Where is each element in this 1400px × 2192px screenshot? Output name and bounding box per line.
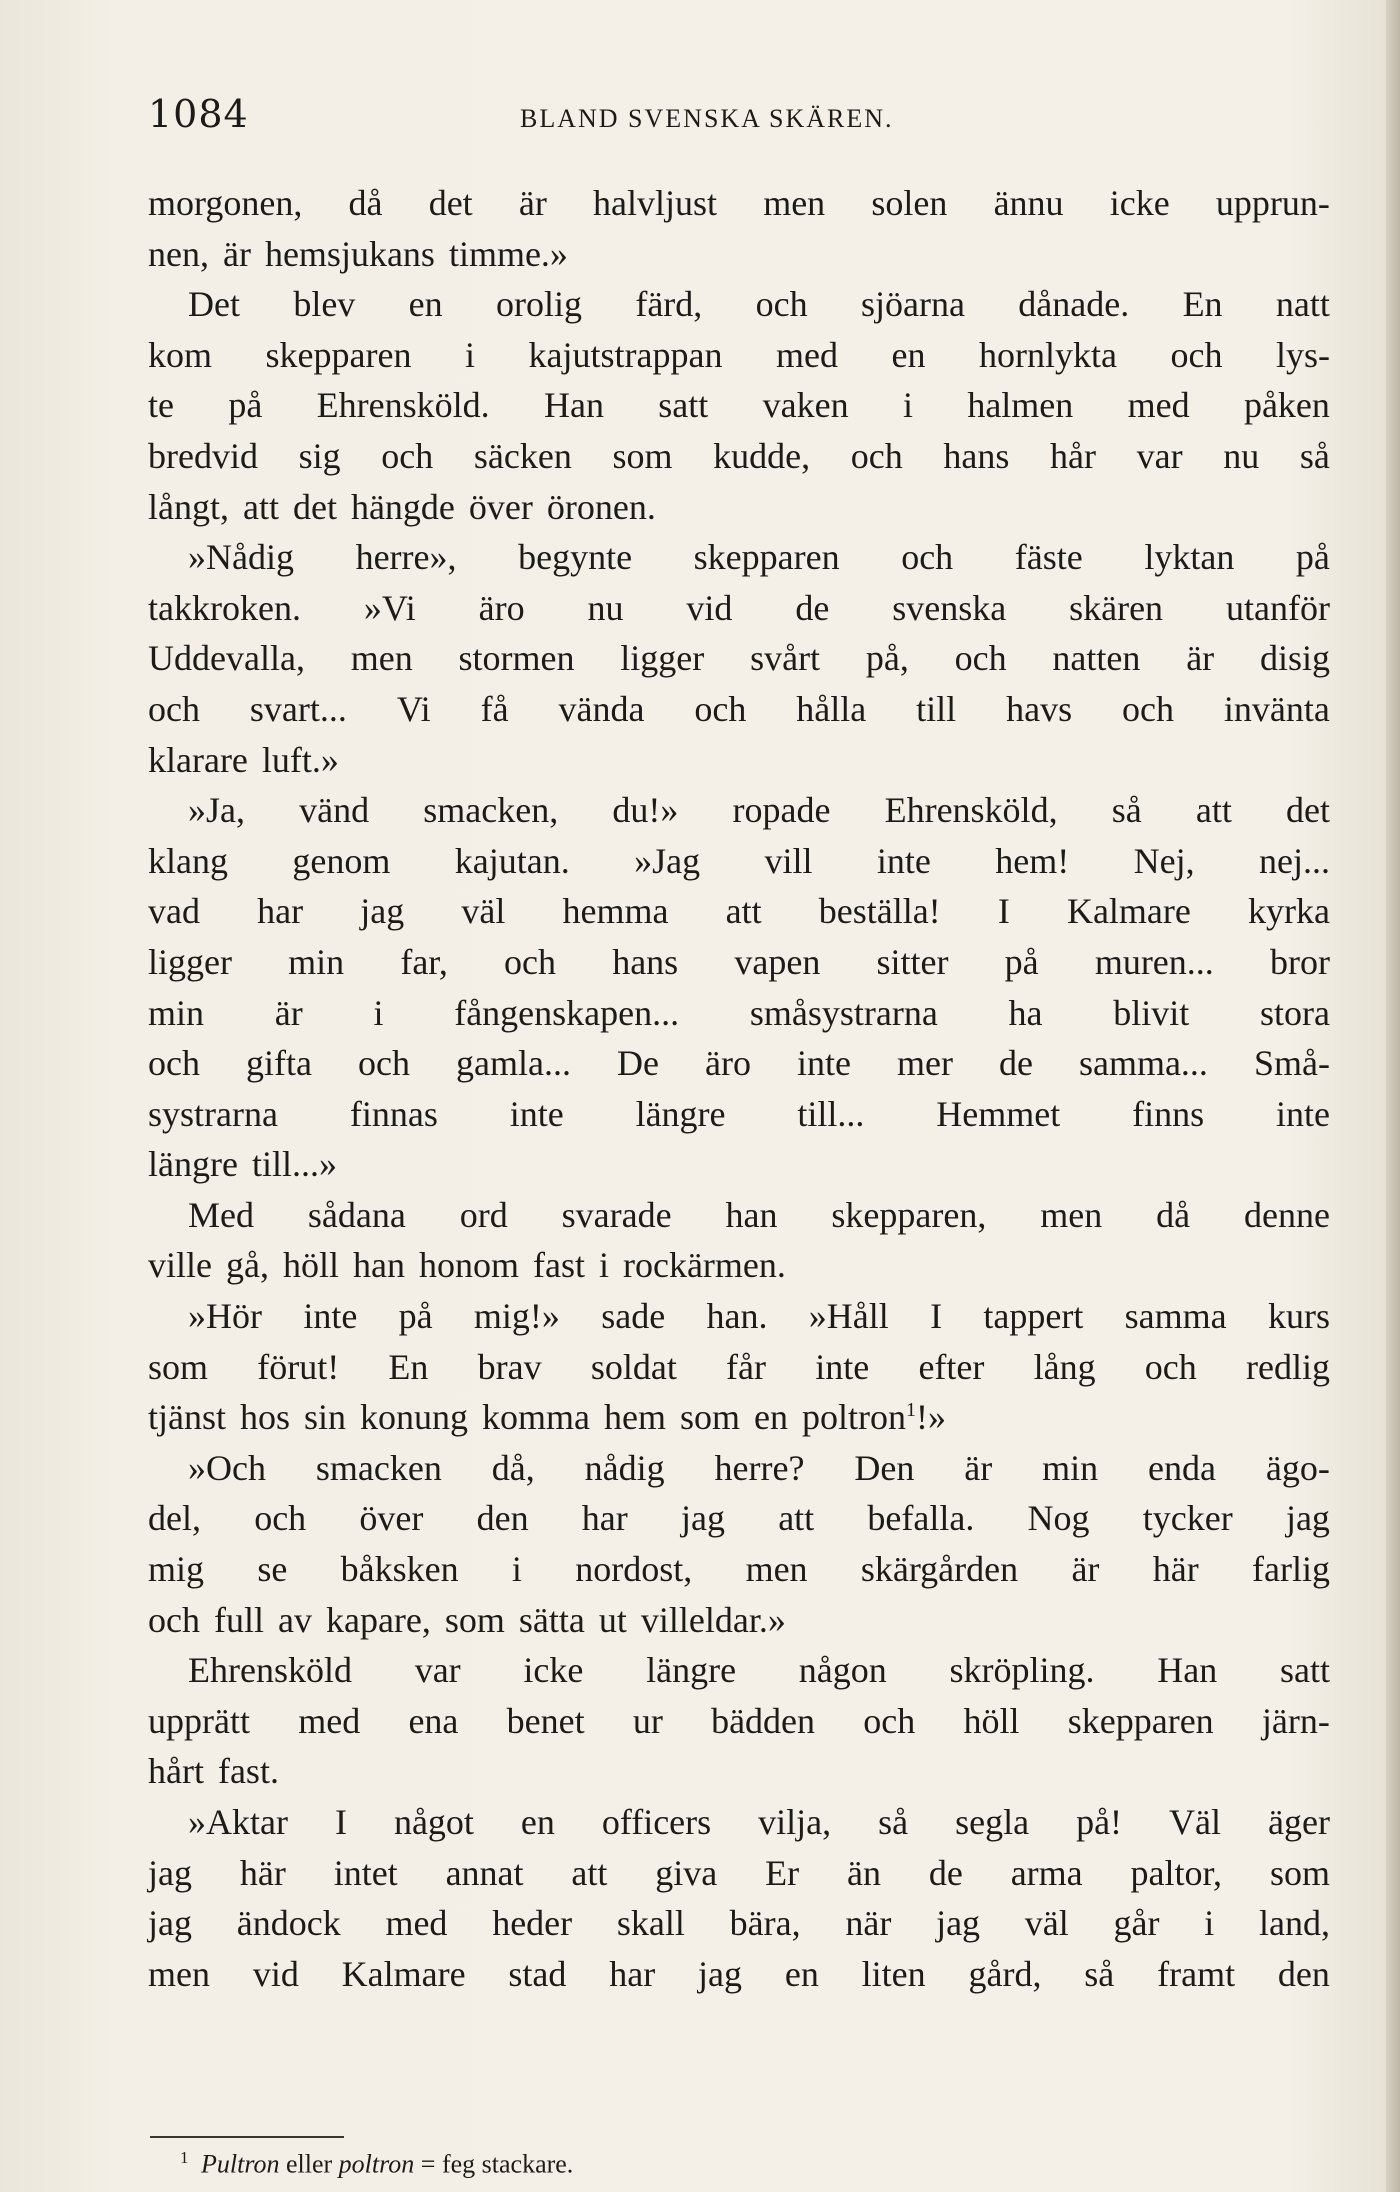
text-line: Det blev en orolig färd, och sjöarna dånade. En natt — [188, 284, 1330, 325]
text-line: längre till...» — [148, 1144, 337, 1185]
text-line: ligger min far, och hans vapen sitter på muren... bror — [148, 941, 1330, 982]
text-line: »Ja, vänd smacken, du!» ropade Ehrensköld, så att det — [188, 790, 1330, 831]
text-line: men vid Kalmare stad har jag en liten gård, så framt den — [148, 1953, 1330, 1994]
footnote-term-2: poltron — [338, 2149, 415, 2179]
text-line: te på Ehrensköld. Han satt vaken i halmen med påken — [148, 385, 1330, 426]
text-line: Ehrensköld var icke längre någon skröpling. Han satt — [188, 1650, 1330, 1691]
text-line: och svart... Vi få vända och hålla till havs och invänta — [148, 688, 1330, 729]
page-number: 1084 — [148, 92, 249, 136]
text-line: och gifta och gamla... De äro inte mer de samma... Små- — [148, 1043, 1330, 1084]
page-edge — [1386, 0, 1400, 2192]
text-line: Med sådana ord svarade han skepparen, men då denne — [188, 1194, 1330, 1235]
text-line: tjänst hos sin konung komma hem som en poltron$^1$!» — [148, 1397, 946, 1438]
text-line: »Nådig herre», begynte skepparen och fäste lyktan på — [188, 537, 1330, 578]
text-line: klang genom kajutan. »Jag vill inte hem! Nej, nej... — [148, 840, 1330, 881]
text-line: hårt fast. — [148, 1751, 279, 1792]
text-line: nen, är hemsjukans timme.» — [148, 233, 568, 274]
footnote-mark: 1 — [180, 2148, 189, 2167]
page-header — [148, 92, 1328, 142]
text-line: som förut! En brav soldat får inte efter lång och redlig — [148, 1346, 1330, 1387]
text-line: ville gå, höll han honom fast i rockärmen. — [148, 1245, 786, 1286]
text-line: långt, att det hängde över öronen. — [148, 486, 656, 527]
text-line: Uddevalla, men stormen ligger svårt på, och natten är disig — [148, 638, 1330, 679]
text-line: del, och över den har jag att befalla. Nog tycker jag — [148, 1498, 1330, 1539]
running-head: BLAND SVENSKA SKÄREN. — [520, 104, 894, 133]
text-line: klarare luft.» — [148, 739, 339, 780]
footnote-connector: eller — [285, 2149, 333, 2179]
text-line: upprätt med ena benet ur bädden och höll skepparen järn- — [148, 1700, 1330, 1741]
text-line: »Och smacken då, nådig herre? Den är min enda ägo- — [188, 1447, 1330, 1488]
text-line: jag ändock med heder skall bära, när jag väl går i land, — [148, 1903, 1330, 1944]
body-text — [148, 178, 1330, 1999]
text-line: min är i fångenskapen... småsystrarna ha blivit stora — [148, 992, 1330, 1033]
footnote-reference: 1 — [906, 1399, 916, 1422]
text-line: takkroken. »Vi äro nu vid de svenska skären utanför — [148, 587, 1330, 628]
footnote — [180, 2148, 573, 2180]
text-line: och full av kapare, som sätta ut villeldar.» — [148, 1599, 786, 1640]
footnote-rule — [150, 2136, 344, 2138]
text-line: kom skepparen i kajutstrappan med en hornlykta och lys- — [148, 334, 1330, 375]
footnote-term-1: Pultron — [201, 2149, 280, 2179]
text-line: vad har jag väl hemma att beställa! I Kalmare kyrka — [148, 891, 1330, 932]
text-line: mig se båksken i nordost, men skärgården är här farlig — [148, 1549, 1330, 1590]
text-line: systrarna finnas inte längre till... Hemmet finns inte — [148, 1093, 1330, 1134]
text-line: jag här intet annat att giva Er än de arma paltor, som — [148, 1852, 1330, 1893]
footnote-definition: = feg stackare. — [420, 2149, 574, 2179]
text-line: »Hör inte på mig!» sade han. »Håll I tappert samma kurs — [188, 1296, 1330, 1337]
text-line: bredvid sig och säcken som kudde, och hans hår var nu så — [148, 435, 1330, 476]
text-line: morgonen, då det är halvljust men solen ännu icke upprun- — [148, 183, 1330, 223]
text-line: »Aktar I något en officers vilja, så segla på! Väl äger — [188, 1802, 1330, 1842]
